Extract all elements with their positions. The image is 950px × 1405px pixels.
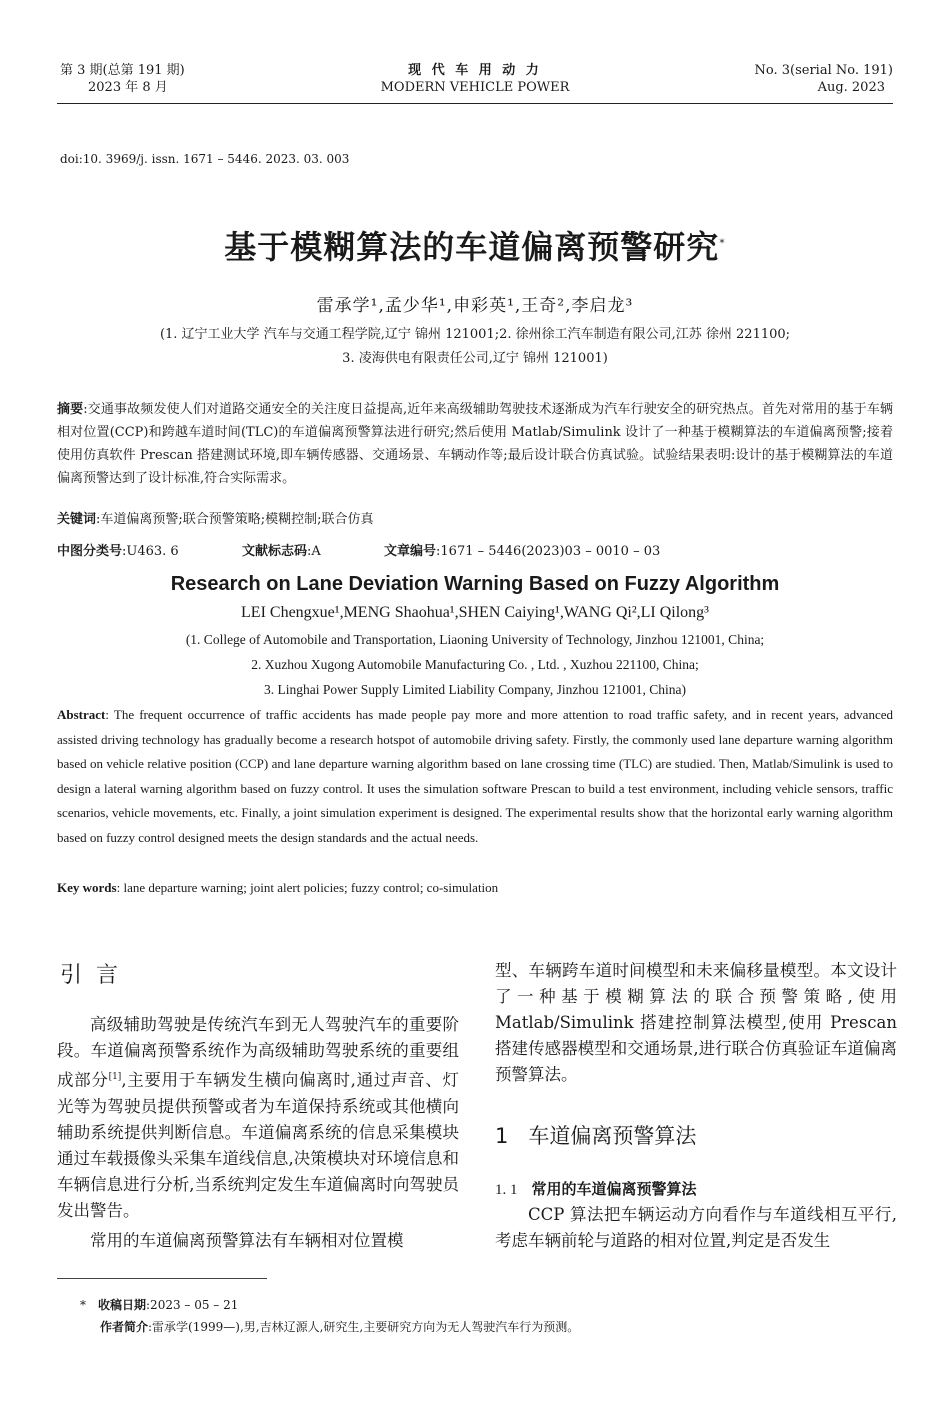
- abstract-cn-text: :交通事故频发使人们对道路交通安全的关注度日益提高,近年来高级辅助驾驶技术逐渐成为汽车行驶安全的研究热点。首先对常用的基于车辆相对位置(CCP)和跨越车道时间(TLC)的车道偏离预警算法进行研究;然后使用 Matlab/Simulink 设计了一种基于模糊算法的车道偏离预警;接着使用仿真软件 Prescan 搭建测试环境,即车辆传感器、交通场景、车辆动作等;最后设计联合仿真试验。试验结果表明:设计的基于模糊算法的车道偏离预警达到了设计标准,符合实际需求。: [57, 402, 893, 486]
- serial-number: No. 3(serial No. 191): [754, 63, 893, 78]
- paper-title: [0, 222, 950, 268]
- section-1-1-paragraph: CCP 算法把车辆运动方向看作与车道线相互平行,考虑车辆前轮与道路的相对位置,判定是否发生: [495, 1205, 897, 1250]
- author-bio-label: 作者简介: [100, 1320, 149, 1334]
- keywords-en-label: Key words: [57, 880, 117, 895]
- header-rule: [57, 103, 893, 104]
- article-no-value: :1671 – 5446(2023)03 – 0010 – 03: [436, 544, 661, 559]
- affiliation-cn-line1: (1. 辽宁工业大学 汽车与交通工程学院,辽宁 锦州 121001;2. 徐州徐工汽车制造有限公司,江苏 徐州 221100;: [159, 327, 791, 342]
- authors-en: LEI Chengxue¹,MENG Shaohua¹,SHEN Caiying¹,WANG Qi²,LI Qilong³: [241, 604, 709, 621]
- footnote-mark: *: [80, 1298, 86, 1312]
- doc-code-value: :A: [307, 544, 321, 559]
- keywords-cn-text: :车道偏离预警;联合预警策略;模糊控制;联合仿真: [96, 512, 374, 527]
- doi: doi:10. 3969/j. issn. 1671 – 5446. 2023. 03. 003: [60, 152, 350, 166]
- right-paragraph-1: 型、车辆跨车道时间模型和未来偏移量模型。本文设计了一种基于模糊算法的联合预警策略,使用 Matlab/Simulink 搭建控制算法模型,使用 Prescan 搭建传感器模型和交通场景,进行联合仿真验证车道偏离预警算法。: [495, 961, 897, 1084]
- intro-paragraph-1: [57, 1012, 459, 1224]
- intro-heading: 引言: [60, 963, 133, 988]
- footnote-author: [100, 1317, 579, 1337]
- title-footnote-mark: *: [719, 236, 726, 250]
- section-1-title: 1 车道偏离预警算法: [495, 1124, 697, 1148]
- intro-paragraph-2: 常用的车道偏离预警算法有车辆相对位置模: [90, 1231, 404, 1250]
- affiliation-cn-line2: 3. 凌海供电有限责任公司,辽宁 锦州 121001): [342, 351, 608, 366]
- issue-date-en: Aug. 2023: [817, 80, 885, 95]
- classification-row: [57, 540, 893, 563]
- affiliation-en-line2: 2. Xuzhou Xugong Automobile Manufacturing Co. , Ltd. , Xuzhou 221100, China;: [251, 657, 699, 672]
- clc-label: 中图分类号: [57, 544, 123, 559]
- abstract-en-text: : The frequent occurrence of traffic accidents has made people pay more and more attention to road traffic safety, and in recent years, advanced assisted driving technology has gradually become a research hotspot of automobile driving safety. Firstly, the commonly used lane departure warning algorithm based on vehicle relative position (CCP) and lane departure warning algorithm based on lane crossing time (TLC) are studied. Then, Matlab/Simulink is used to design a lateral warning algorithm based on fuzzy control. It uses the simulation software Prescan to build a test environment, including vehicle sensors, traffic scenarios, vehicle movements, etc. Finally, a joint simulation experiment is designed. The experimental results show that the horizontal early warning algorithm based on fuzzy control designed meets the design standards and the actual needs.: [57, 707, 893, 845]
- issue-label: 第 3 期(总第 191 期): [60, 63, 185, 78]
- issue-date: 2023 年 8 月: [88, 80, 168, 95]
- doc-code-label: 文献标志码: [242, 544, 308, 559]
- intro-p1-a: 高级辅助驾驶是传统汽车到无人驾驶汽车的重要阶段。车道偏离预警系统作为高级辅助驾驶系统的重要组成部分: [57, 1015, 459, 1090]
- section-1-1-title: 常用的车道偏离预警算法: [531, 1180, 697, 1198]
- abstract-en: [57, 703, 893, 850]
- header-right: [755, 62, 893, 96]
- article-no-label: 文章编号: [384, 544, 437, 559]
- abstract-cn-label: 摘要: [57, 402, 84, 417]
- received-value: :2023 – 05 – 21: [146, 1298, 239, 1312]
- citation-ref: [1]: [108, 1072, 122, 1082]
- paper-title-en: Research on Lane Deviation Warning Based on Fuzzy Algorithm: [170, 573, 780, 595]
- keywords-en-text: : lane departure warning; joint alert policies; fuzzy control; co-simulation: [116, 880, 499, 895]
- keywords-en: [57, 876, 893, 901]
- paper-title-text: 基于模糊算法的车道偏离预警研究: [224, 228, 720, 266]
- journal-title-en: MODERN VEHICLE POWER: [380, 80, 570, 95]
- received-label: 收稿日期: [98, 1298, 147, 1312]
- abstract-cn: [57, 398, 893, 490]
- section-1-heading: [495, 1120, 696, 1150]
- affiliation-en-line3: 3. Linghai Power Supply Limited Liability Company, Jinzhou 121001, China): [263, 682, 687, 697]
- affiliation-en-line1: (1. College of Automobile and Transportation, Liaoning University of Technology, Jinzhou 121001, China;: [185, 632, 765, 647]
- author-bio-value: :雷承学(1999—),男,吉林辽源人,研究生,主要研究方向为无人驾驶汽车行为预测。: [148, 1320, 580, 1334]
- authors-cn: 雷承学¹,孟少华¹,申彩英¹,王奇²,李启龙³: [316, 296, 634, 316]
- footnote-rule: [57, 1278, 267, 1279]
- intro-p1-b: ,主要用于车辆发生横向偏离时,通过声音、灯光等为驾驶员提供预警或者为车道保持系统或其他横向辅助系统提供判断信息。车道偏离系统的信息采集模块通过车载摄像头采集车道线信息,决策模块对环境信息和车辆信息进行分析,当系统判定发生车道偏离时向驾驶员发出警告。: [57, 1070, 459, 1220]
- section-1-1-heading: [495, 1178, 697, 1199]
- footnote-received: [80, 1295, 238, 1315]
- keywords-cn-label: 关键词: [57, 512, 97, 527]
- section-1-1-number: 1. 1: [495, 1182, 518, 1198]
- journal-title-cn: 现 代 车 用 动 力: [408, 63, 542, 78]
- keywords-cn: [57, 508, 893, 531]
- abstract-en-label: Abstract: [57, 707, 106, 722]
- clc-value: :U463. 6: [122, 544, 179, 559]
